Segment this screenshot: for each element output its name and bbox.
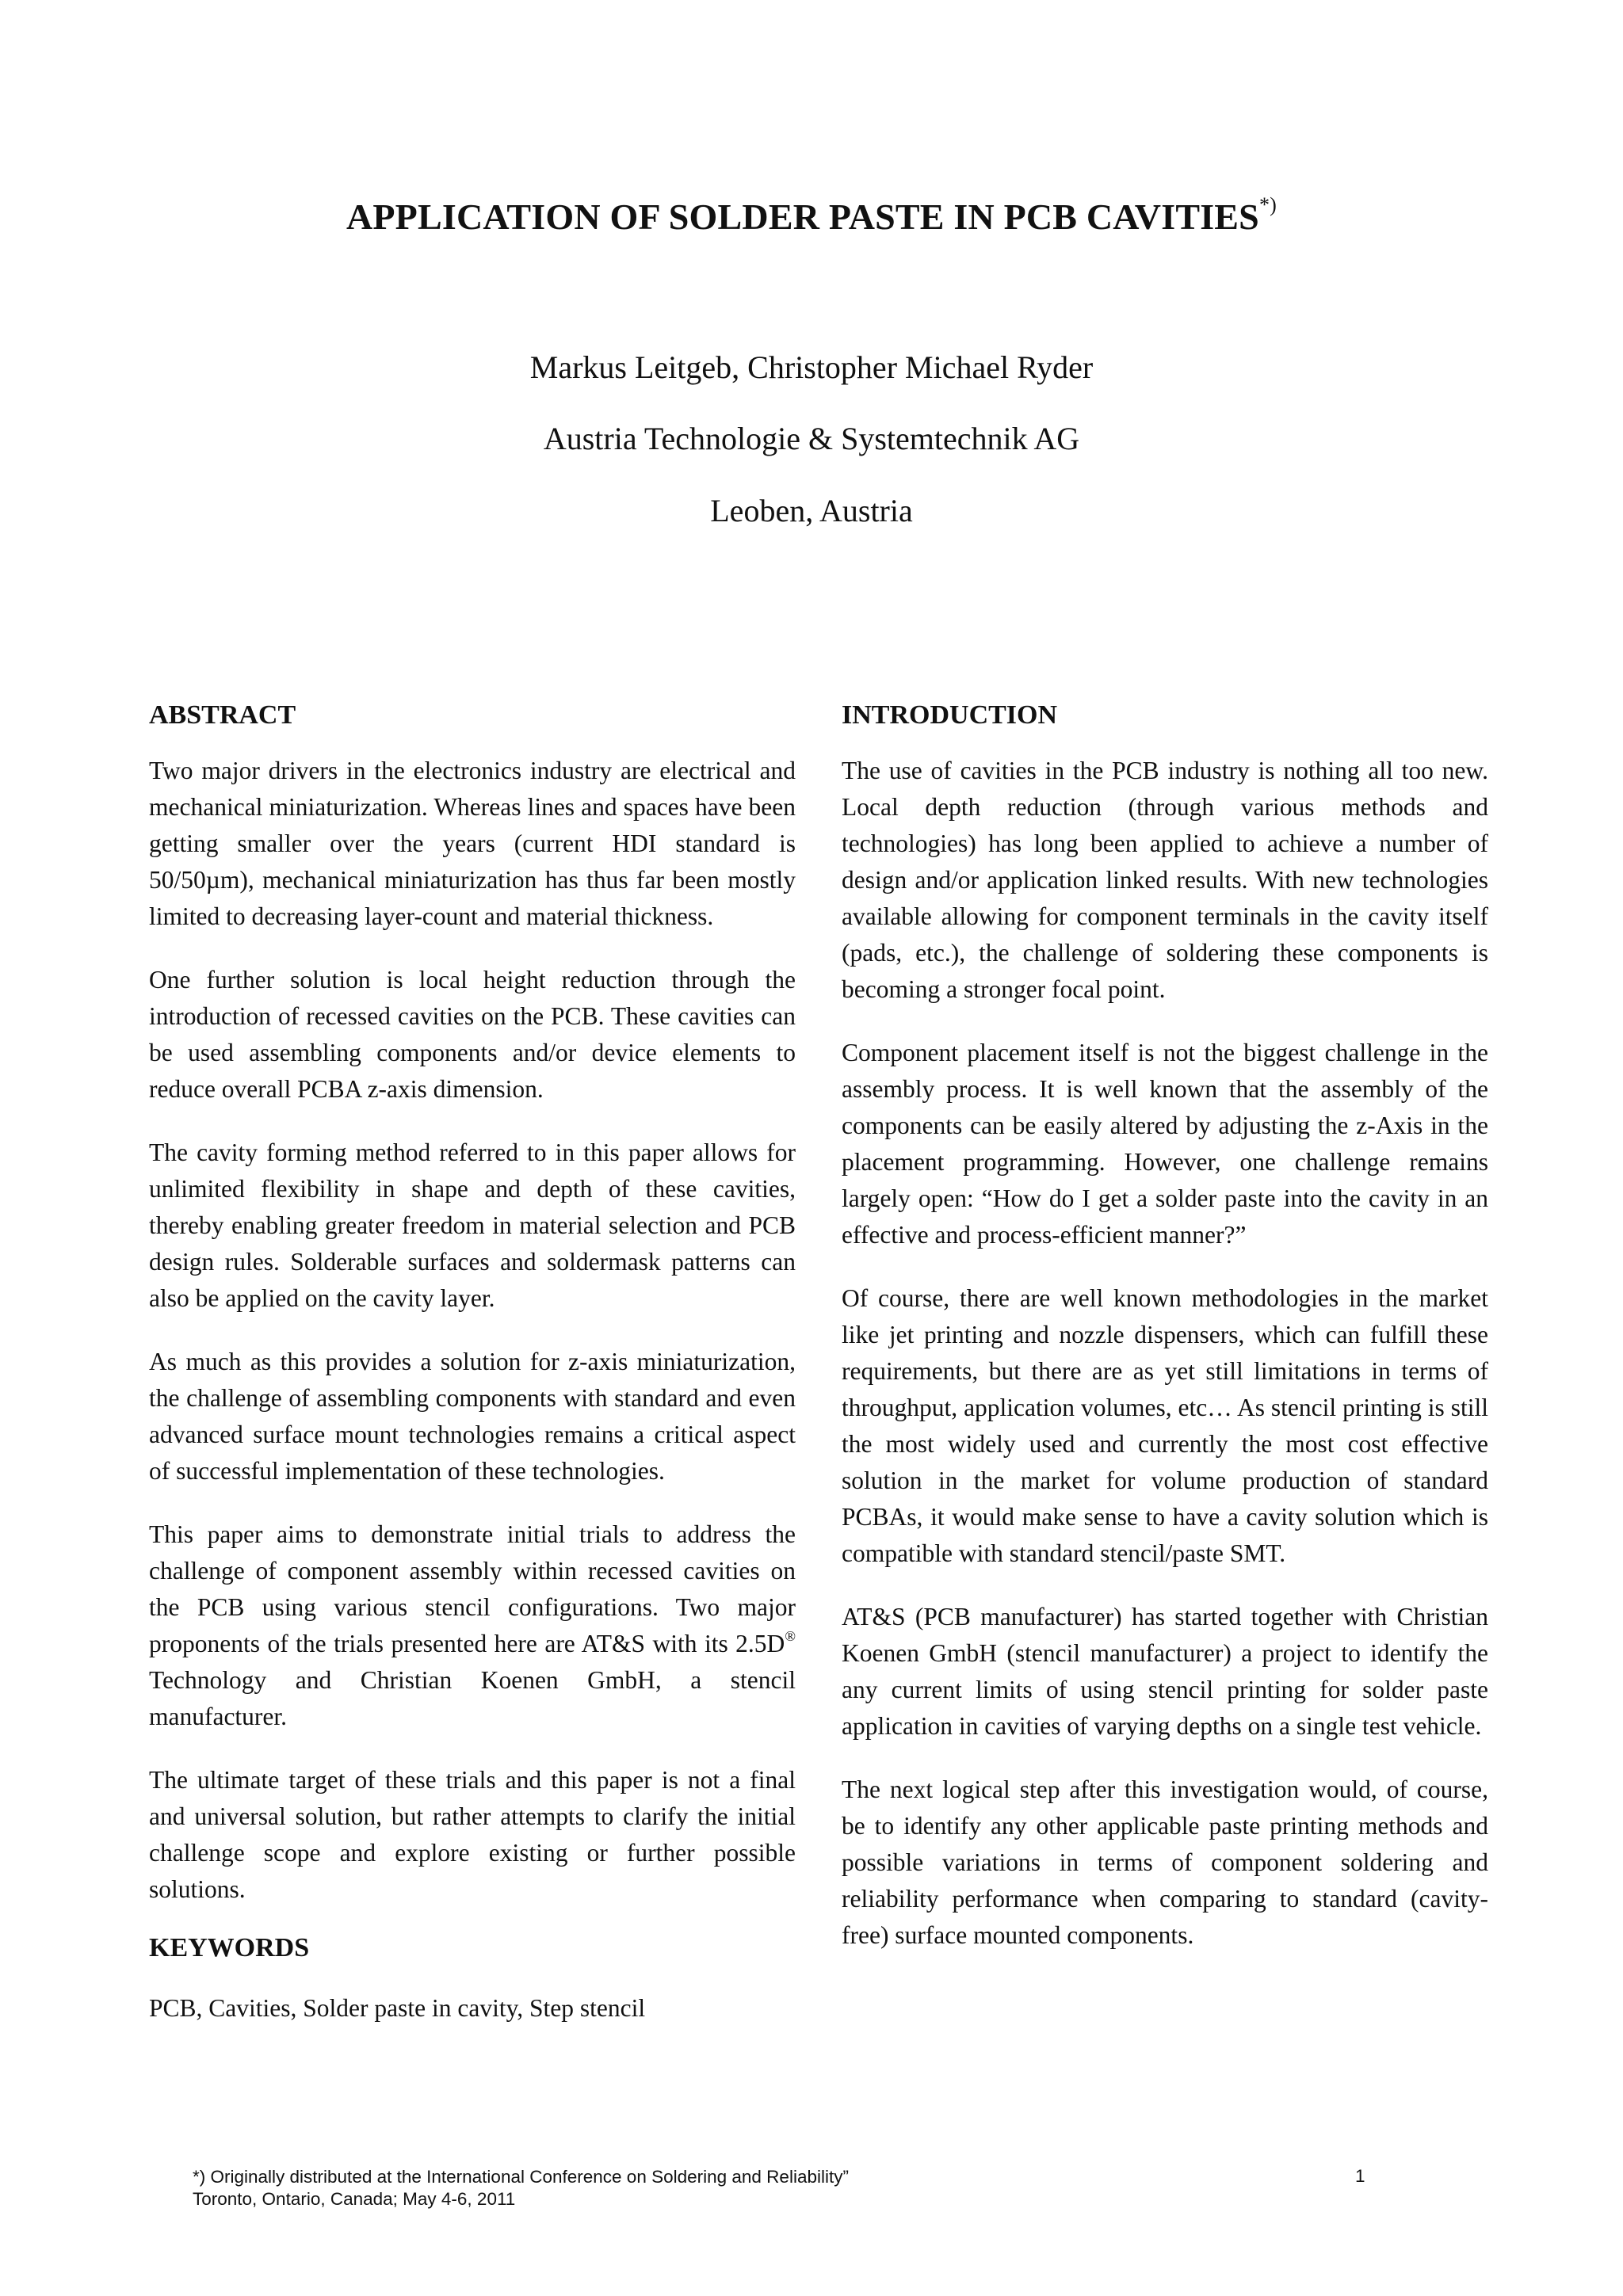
abstract-p5-text-b: Technology and Christian Koenen GmbH, a stencil manufacturer. [149,1666,796,1730]
abstract-column [149,697,796,2027]
introduction-paragraph-3: Of course, there are well known methodologies in the market like jet printing and nozzle dispensers, which can fulfill these requirements, but there are as yet still limitations in terms of throughput, application volumes, etc… As stencil printing is still the most widely used and currently the most cost effective solution in the market for volume production of standard PCBAs, it would make sense to have a cavity solution which is compatible with standard stencil/paste SMT. [842,1284,1488,1567]
introduction-column [842,697,1488,1954]
abstract-paragraph-1: Two major drivers in the electronics industry are electrical and mechanical miniaturization. Whereas lines and spaces have been getting smaller over the years (current HDI standard is 50/50µm), mechanical miniaturization has thus far been mostly limited to decreasing layer-count and material thickness. [149,757,796,930]
introduction-paragraph-1: The use of cavities in the PCB industry is nothing all too new. Local depth reduction (through various methods and technologies) has long been applied to achieve a number of design and/or application linked results. With new technologies available allowing for component terminals in the cavity itself (pads, etc.), the challenge of soldering these components is becoming a stronger focal point. [842,757,1488,1003]
paper-title [0,193,1623,238]
page-number: 1 [1355,2166,1365,2186]
abstract-paragraph-5 [149,1516,796,1735]
registered-mark: ® [785,1628,796,1644]
title-text: APPLICATION OF SOLDER PASTE IN PCB CAVITIES [346,196,1259,237]
footnote [193,2166,1381,2210]
abstract-p5-text-a: This paper aims to demonstrate initial trials to address the challenge of component assembly within recessed cavities on the PCB using various stencil configurations. Two major proponents of the trials presented here are AT&S with its 2.5D [149,1520,796,1657]
keywords-heading: KEYWORDS [149,1933,310,1962]
abstract-paragraph-3: The cavity forming method referred to in this paper allows for unlimited flexibility in shape and depth of these cavities, thereby enabling greater freedom in material selection and PCB design rules. Solderable surfaces and soldermask patterns can also be applied on the cavity layer. [149,1138,796,1312]
footnote-line-2: Toronto, Ontario, Canada; May 4-6, 2011 [193,2189,516,2209]
keywords-text: PCB, Cavities, Solder paste in cavity, Step stencil [149,1994,646,2022]
authors: Markus Leitgeb, Christopher Michael Ryder [529,349,1094,385]
introduction-heading: INTRODUCTION [842,700,1058,730]
introduction-paragraph-4: AT&S (PCB manufacturer) has started together with Christian Koenen GmbH (stencil manufacturer) a project to identify the any current limits of using stencil printing for solder paste application in cavities of varying depths on a single test vehicle. [842,1603,1488,1740]
abstract-heading: ABSTRACT [149,700,296,730]
abstract-paragraph-6: The ultimate target of these trials and this paper is not a final and universal solution, but rather attempts to clarify the initial challenge scope and explore existing or further possible solutions. [149,1766,796,1903]
location: Leoben, Austria [710,493,913,528]
abstract-paragraph-4: As much as this provides a solution for z-axis miniaturization, the challenge of assembling components with standard and even advanced surface mount technologies remains a critical aspect of successful implementation of these technologies. [149,1348,796,1485]
title-footnote-marker: *) [1258,193,1277,216]
introduction-paragraph-5: The next logical step after this investigation would, of course, be to identify any other applicable paste printing methods and possible variations in terms of component soldering and reliability performance when comparing to standard (cavity-free) surface mounted components. [842,1775,1488,1949]
affiliation: Austria Technologie & Systemtechnik AG [543,421,1080,456]
abstract-paragraph-2: One further solution is local height reduction through the introduction of recessed cavities on the PCB. These cavities can be used assembling components and/or device elements to reduce overall PCBA z-axis dimension. [149,966,796,1103]
introduction-paragraph-2: Component placement itself is not the biggest challenge in the assembly process. It is well known that the assembly of the components can be easily altered by adjusting the z-Axis in the placement programming. However, one challenge remains largely open: “How do I get a solder paste into the cavity in an effective and process-efficient manner?” [842,1039,1488,1249]
footnote-line-1: *) Originally distributed at the International Conference on Soldering and Reliability” [193,2167,849,2187]
